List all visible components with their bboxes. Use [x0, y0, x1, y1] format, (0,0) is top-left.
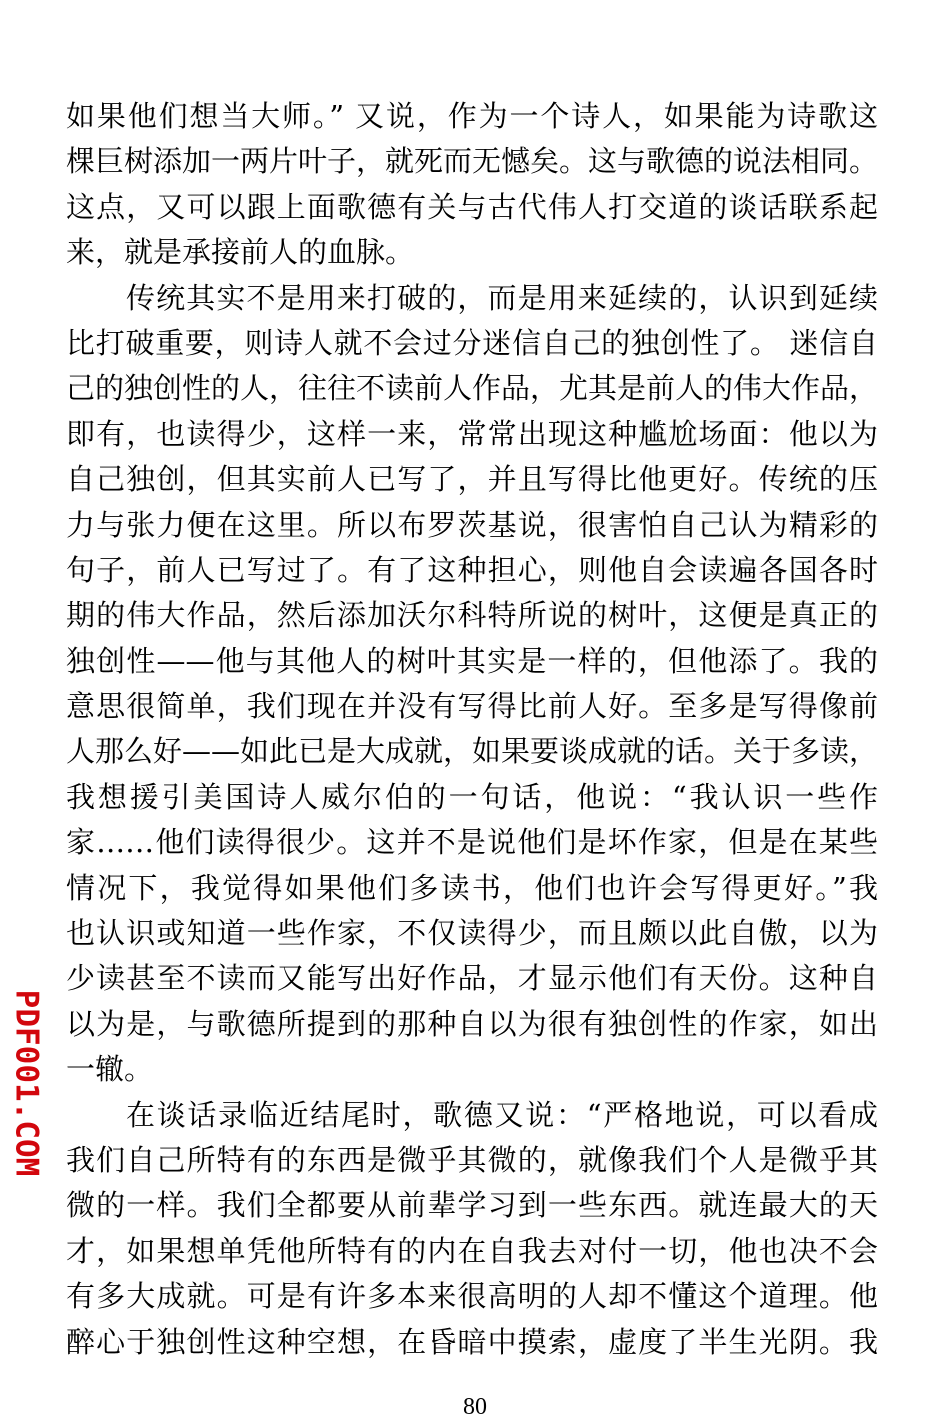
text-line: 独创性——他与其他人的树叶其实是一样的，但他添了。我的	[66, 643, 878, 678]
text-line: 我们自己所特有的东西是微乎其微的，就像我们个人是微乎其	[66, 1142, 878, 1177]
text-line: 微的一样。我们全都要从前辈学习到一些东西。就连最大的天	[66, 1188, 878, 1223]
text-line: 即有，也读得少，这样一来，常常出现这种尴尬场面：他以为	[66, 416, 878, 451]
watermark	[6, 990, 46, 1175]
text-line: 少读甚至不读而又能写出好作品，才显示他们有天份。这种自	[66, 961, 878, 996]
page-number: 80	[463, 1394, 487, 1420]
text-line: 醉心于独创性这种空想，在昏暗中摸索，虚度了半生光阴。我	[66, 1324, 878, 1359]
text-line: 也认识或知道一些作家，不仅读得少，而且颇以此自傲，以为	[66, 916, 878, 951]
text-line: 期的伟大作品，然后添加沃尔科特所说的树叶，这便是真正的	[66, 598, 878, 633]
text-line: 人那么好——如此已是大成就，如果要谈成就的话。关于多读，	[66, 734, 879, 769]
body-text	[66, 94, 878, 1365]
text-line: 有多大成就。可是有许多本来很高明的人却不懂这个道理。他	[66, 1279, 878, 1314]
text-line: 棵巨树添加一两片叶子，就死而无憾矣。这与歌德的说法相同。	[66, 144, 879, 179]
text-line: 这点，又可以跟上面歌德有关与古代伟人打交道的谈话联系起	[66, 189, 878, 224]
text-line: 来，就是承接前人的血脉。	[66, 235, 415, 270]
text-line: 我想援引美国诗人威尔伯的一句话，他说：“我认识一些作	[66, 779, 878, 814]
text-line: 一辙。	[66, 1052, 154, 1087]
text-line: 意思很简单，我们现在并没有写得比前人好。至多是写得像前	[66, 689, 878, 724]
text-line: 句子，前人已写过了。有了这种担心，则他自会读遍各国各时	[66, 552, 878, 587]
text-line: 家……他们读得很少。这并不是说他们是坏作家，但是在某些	[66, 825, 878, 860]
watermark-text: PDF001.COM	[8, 989, 45, 1176]
text-line: 情况下，我觉得如果他们多读书，他们也许会写得更好。”我	[66, 870, 878, 905]
text-line: 如果他们想当大师。” 又说，作为一个诗人，如果能为诗歌这	[66, 99, 878, 133]
text-line: 己的独创性的人，往往不读前人作品，尤其是前人的伟大作品，	[66, 371, 879, 406]
text-line: 力与张力便在这里。所以布罗茨基说，很害怕自己认为精彩的	[66, 507, 878, 542]
text-line: 比打破重要，则诗人就不会过分迷信自己的独创性了。 迷信自	[66, 325, 878, 360]
text-line: 才，如果想单凭他所特有的内在自我去对付一切，他也决不会	[66, 1233, 878, 1268]
text-line: 自己独创，但其实前人已写了，并且写得比他更好。传统的压	[66, 462, 878, 497]
text-line: 以为是，与歌德所提到的那种自以为很有独创性的作家，如出	[66, 1006, 878, 1041]
text-line: 传统其实不是用来打破的，而是用来延续的，认识到延续	[126, 280, 878, 315]
text-line: 在谈话录临近结尾时，歌德又说：“严格地说，可以看成	[126, 1097, 878, 1132]
